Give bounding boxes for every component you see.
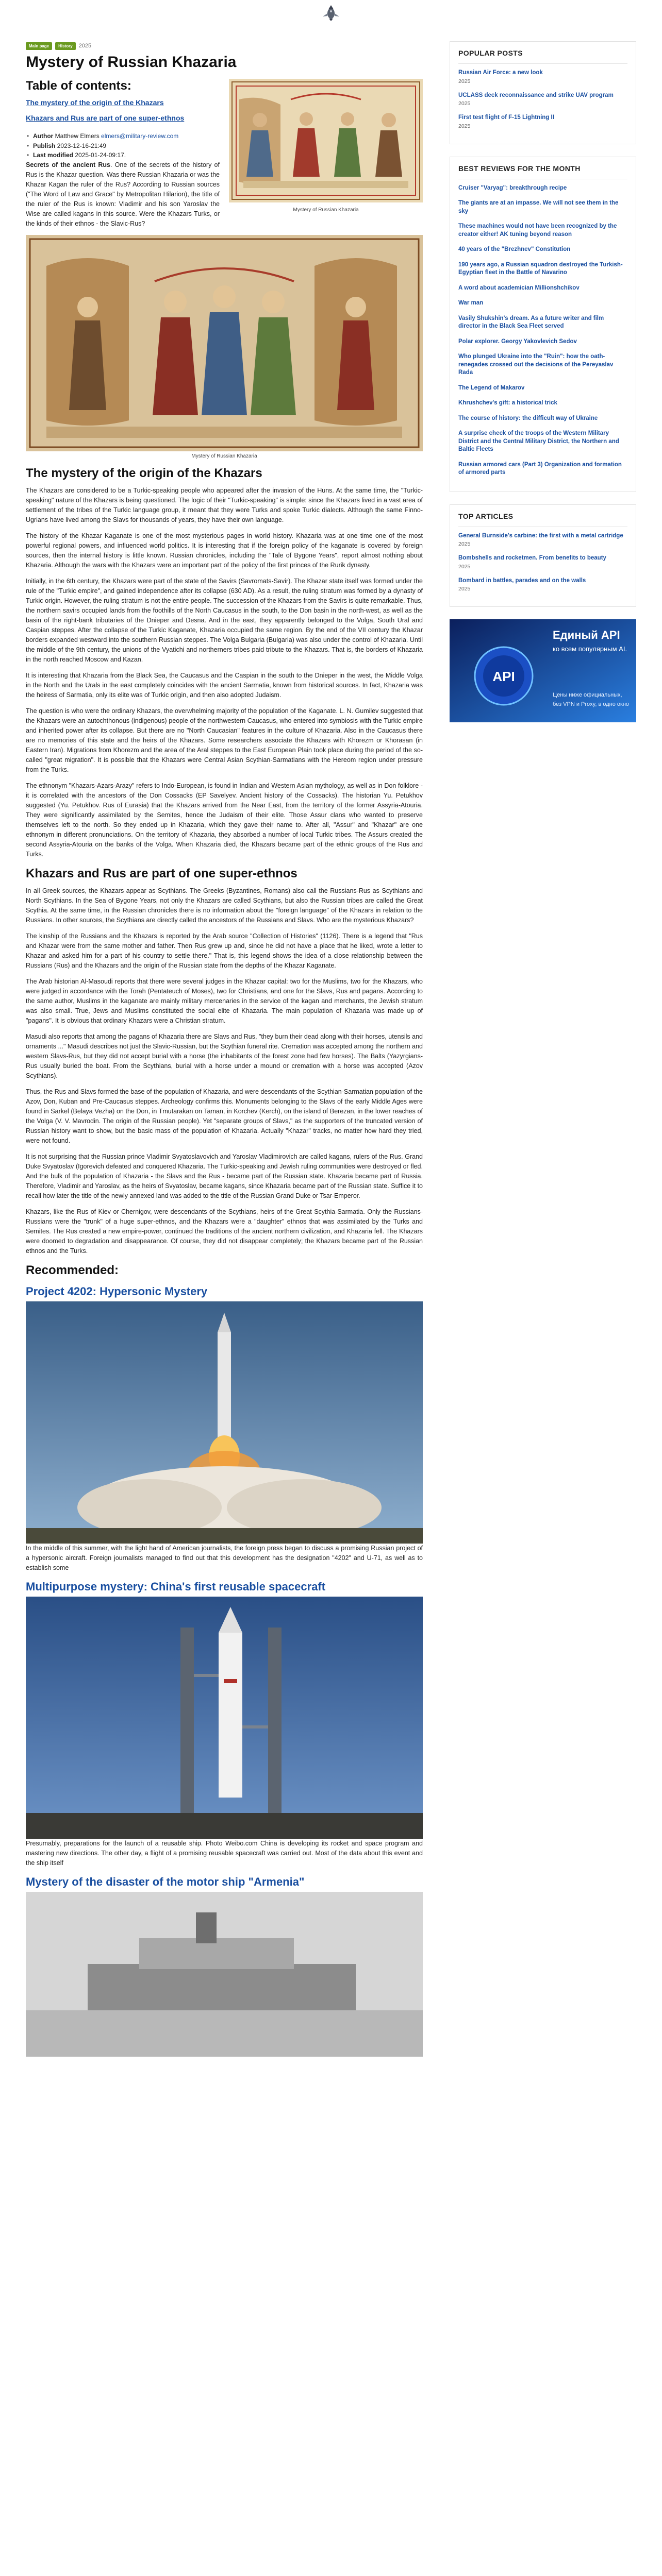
section1-paragraph: The Khazars are considered to be a Turkic-speaking people who appeared after the invasion of the Huns. At the same time, the "Turkic-speaking" nature of the Khazars is being questioned. The logic of their "Turkic-speaking" is simple: since the Khazars lived in a vast area of settlement of the tribes of the Turkic language group, it meant that they were Turks and spoke Turkic dialects. Although the same Finno-Ugrians have lived among the Slavs for thousands of years, they have their own language. — [26, 486, 423, 523]
meta-publish — [26, 141, 423, 151]
list-item — [458, 223, 627, 239]
section2-paragraph: Khazars, like the Rus of Kiev or Chernigov, were descendants of the Scythians, heirs of the Great Scythia-Sarmatia. Only the Russians-Russians were the "trunk" of a huge super-ethnos, and the Khazars were a "daughter" ethnos that was assimilated by the Turks and Semites. The Rus created a new empire-power, continued the traditions of the ancient northern civilization, and Khazaria fell. The Khazars were doomed to degradation and disappearance. Of course, they did not disappear completely; the Khazars became part of the Russian ethnos and the Turks. — [26, 1208, 423, 1255]
ad-badge: API — [492, 669, 515, 685]
best-review-link[interactable]: 190 years ago, a Russian squadron destroyed the Turkish-Egyptian fleet in the Battle of Navarino — [458, 261, 623, 276]
article-meta — [26, 131, 423, 160]
popular-posts-title: POPULAR POSTS — [458, 49, 523, 57]
section1-paragraph: The question is who were the ordinary Khazars, the overwhelming majority of the population of the Kaganate. L. N. Gumilev suggested that the Khazars were an autochthonous (indigenous) people of the northwestern Caucasus, who entered into symbiosis with the Turkic empire and inherited power after its collapse. But there are no "North Caucasian" features in the culture of Khazaria. Also in the Caucasus there are no memories of this state and the heirs of the Khazars. Some researchers associate the Khazars with Khorezm or Khorasan (in Eastern Iran). Migrations from Khorezm and the area of the Aral steppes to the East European Plain took place during the period of the so-called "great migration". It is possible that the Khazars were Central Asian Scythian-Sarmatians with the Hereom region under pressure from the Turks. — [26, 707, 423, 773]
recommended-title-spacecraft[interactable]: Multipurpose mystery: China's first reusable spacecraft — [26, 1580, 326, 1593]
post-year: 2025 — [458, 586, 471, 592]
popular-post-link[interactable]: UCLASS deck reconnaissance and strike UAV program — [458, 92, 614, 98]
top-articles-widget — [450, 504, 636, 607]
meta-modified — [26, 150, 423, 160]
post-year: 2025 — [458, 100, 471, 107]
section1-paragraph: It is interesting that Khazaria from the Black Sea, the Caucasus and the Caspian in the south to the Dnieper in the west, the Middle Volga in the North and the Urals in the east completely coincides with the ancient Sarmatia, known from historical sources. In fact, Khazaria was the heiress of Sarmatia, only its elite was of Turkic origin, and then also adopted Judaism. — [26, 671, 423, 699]
popular-posts-widget — [450, 41, 636, 144]
top-articles-title: TOP ARTICLES — [458, 512, 514, 520]
list-item — [458, 577, 627, 592]
ad-headline: Единый API — [553, 629, 620, 642]
sidebar — [450, 41, 636, 2576]
site-header — [0, 0, 662, 27]
best-review-link[interactable]: Cruiser "Varyag": breakthrough recipe — [458, 184, 567, 191]
ad-bullet: Цены ниже официальных, — [553, 692, 622, 699]
toc-link-origin[interactable]: The mystery of the origin of the Khazars — [26, 98, 164, 107]
best-review-link[interactable]: The course of history: the difficult way of Ukraine — [458, 415, 598, 421]
toc-heading: Table of contents: — [26, 79, 131, 93]
section2-paragraph: Masudi also reports that among the pagans of Khazaria there are Slavs and Rus, "they burn their dead along with their horses, utensils and ornaments ..." Masudi describes not just the Slavic-Russian, but the Scythian funeral rite. Cremation was accepted among the northern and western Slavs-Rus, but they did not accept burial with a horse (the inhabitants of the forest zone had few horses). The Balts (Yazyrgians-Rus usually buried the boat. From the Scythians, burial with a horse under a mound or cremation with a horse was accepted (Azov Scythians). — [26, 1032, 423, 1079]
popular-post-link[interactable]: First test flight of F-15 Lightning II — [458, 114, 554, 121]
section2-paragraph: Thus, the Rus and Slavs formed the base of the population of Khazaria, and were descendants of the Scythian-Sarmatian population of the Azov, Don, Kuban and Pre-Caucasus steppes. Archeology confirms this. Monuments belonging to the Slavs of the early Middle Ages were found in Sarkel (Belaya Vezha) on the Don, in Tmutarakan on Taman, in Korchev (Kerch), on the island of Berezan, in the lower reaches of the Volga (V. V. Mavrodin. The origin of the Russian people). Yet "separate groups of Slavs," as the supporters of the truncated version of Russian history want to show, but the basic mass of the population of Khazaria. Actually "Khazar" tracks, no matter how hard they tried, were not found. — [26, 1088, 423, 1144]
article-main — [26, 41, 423, 2576]
list-item — [458, 415, 627, 423]
best-review-link[interactable]: These machines would not have been recognized by the creator either! AK tuning beyond reason — [458, 223, 617, 238]
page-title: Mystery of Russian Khazaria — [26, 54, 237, 71]
recommended-title-hypersonic[interactable]: Project 4202: Hypersonic Mystery — [26, 1284, 208, 1298]
rocket-launch-image[interactable] — [26, 1301, 423, 1544]
section2-paragraph: The kinship of the Russians and the Khazars is reported by the Arab source "Collection of Histories" (1126). There is a legend that "Rus and Khazar were from the same mother and father. Then Rus grew up and, since he did not have a place that he liked, wrote a letter to Khazar and asked him for a part of his country to settle there." That is, this legend shows the idea of a close relationship between the Russians (Rus) and the Khazars and the origin of the Russian state from the depths of the Khazar Kaganate. — [26, 932, 423, 969]
list-item — [458, 399, 627, 408]
post-year: 2025 — [458, 123, 471, 129]
breadcrumb-year: 2025 — [78, 43, 92, 49]
best-review-link[interactable]: Russian armored cars (Part 3) Organization and formation of armored parts — [458, 461, 622, 476]
section2-paragraph: It is not surprising that the Russian prince Vladimir Svyatoslavovich and Yaroslav Vladimirovich are called kagans, rulers of the Rus. Grand Duke Svyatoslav (Igorevich defeated and conquered Khazaria. The Turkic-speaking and Jewish ruling communities were destroyed or fled. And the bulk of the population of Khazaria - the Slavs and the Rus - became part of the Russian state. Khazaria became part of Russia. Therefore, Vladimir and Yaroslav, as the heirs of Svyatoslav, became kagans, since Khazaria became part of the Russian state. Suffice it to recall how later the title of the newly annexed land was added to the title of the Russian Grand Duke or Tsar-Emperor. — [26, 1153, 423, 1199]
best-review-link[interactable]: The Legend of Makarov — [458, 384, 525, 391]
best-reviews-widget — [450, 157, 636, 492]
meta-publish-label: Publish — [33, 142, 56, 149]
post-year: 2025 — [458, 78, 471, 84]
list-item — [458, 554, 627, 570]
toc-link-super-ethnos[interactable]: Khazars and Rus are part of one super-ethnos — [26, 114, 185, 122]
meta-modified-date: 2025-01-24-09:17. — [75, 151, 126, 159]
chronicle-figure — [26, 235, 423, 459]
divider — [458, 63, 627, 64]
top-article-link[interactable]: Bombard in battles, parades and on the walls — [458, 577, 586, 584]
api-ad-banner[interactable] — [450, 619, 636, 725]
ad-banner-graphic — [450, 619, 636, 722]
breadcrumb — [26, 41, 423, 50]
best-review-link[interactable]: Who plunged Ukraine into the "Ruin": how the oath-renegades crossed out the decisions of the Pereyaslav Rada — [458, 353, 614, 376]
meta-author-name: Matthew Elmers — [55, 132, 100, 140]
list-item — [458, 461, 627, 477]
section1-paragraph: The ethnonym "Khazars-Azars-Arazy" refers to Indo-European, is found in Indian and Western Asian mythology, as well as in Don folklore - it is correlated with the ancestors of the Don Cossacks (EP Savelyev. Ancient history of the Cossacks). The historian Yu. Petukhov suggested (Yu. Petukhov. Rus of Eurasia) that the Khazars arrived from the Near East, from the territory of the former Assyria-Atouria. They were significantly assimilated by the Semites, hence the Judaism of their elite. Those Assur clans who wanted to preserve themselves left to the north. So they ended up in Khazaria, which they gave their name to. After all, "Assur" and "Khazar" are one ethnonym in different pronunciations. On the territory of Khazaria, they absorbed a number of local Turkic tribes. The Assurs created the second Assyria-Atouria on the banks of the Volga. When Khazaria died, the Khazars became part of the ethnic groups of the Rus and Turks. — [26, 782, 423, 858]
list-item — [458, 114, 627, 129]
recommended-heading: Recommended: — [26, 1263, 119, 1277]
best-review-link[interactable]: Polar explorer. Georgy Yakovlevich Sedov — [458, 338, 577, 345]
breadcrumb-history[interactable]: History — [55, 42, 76, 50]
best-review-link[interactable]: Khrushchev's gift: a historical trick — [458, 400, 557, 406]
popular-post-link[interactable]: Russian Air Force: a new look — [458, 70, 543, 76]
list-item — [458, 92, 627, 107]
section2-paragraph: In all Greek sources, the Khazars appear as Scythians. The Greeks (Byzantines, Romans) also call the Russians-Rus as Scythians and North Scythians. In the Sea of Bygone Years, not only the Khazars are called Scythians, but also the Russian tribes are called the Great Scythia. At the same time, in the Russian chronicles there is no information about the "foreign language" of the Khazars in relation to the Russians. In other sources, the Scythians are directly called the ancestors of the Russians and Slavs. Who are the mysterious Khazars? — [26, 887, 423, 924]
breadcrumb-main-page[interactable]: Main page — [26, 42, 52, 50]
best-review-link[interactable]: The giants are at an impasse. We will not see them in the sky — [458, 200, 619, 214]
figure-caption: Mystery of Russian Khazaria — [191, 453, 257, 459]
meta-author-label: Author — [33, 132, 54, 140]
list-item — [458, 261, 627, 277]
ad-subline: ко всем популярным AI. — [553, 645, 627, 653]
best-review-link[interactable]: A word about academician Millionshchikov — [458, 284, 580, 291]
post-year: 2025 — [458, 563, 471, 570]
top-article-link[interactable]: General Burnside's carbine: the first with a metal cartridge — [458, 532, 623, 539]
chronicle-illustration — [26, 235, 423, 451]
list-item — [458, 532, 627, 548]
list-item — [458, 199, 627, 215]
section2-paragraph: The Arab historian Al-Masoudi reports that there were several judges in the Khazar capital: two for the Muslims, two for the Khazars, who were judged in accordance with the Torah (Pentateuch of Moses), two for Christians, and one for the Slavs, Rus and pagans. According to the same author, Muslims in the kaganate are mainly military mercenaries in the service of the kagan and merchants, the Jewish stratum was also small. True, Jews and Muslims constituted the social elite of Khazaria. The main population of Khazaria was made up of "pagans". It is obvious that ordinary Khazars were a Christian stratum. — [26, 977, 423, 1024]
section1-paragraph: The history of the Khazar Kaganate is one of the most mysterious pages in world history. Khazaria was at one time one of the most powerful regional powers, and influenced world politics. It is interesting that if the foreign policy of the kaganate is covered by foreign sources, then the internal history is little known. Russian chronicles, including the "Tale of Bygone Years", report almost nothing about Khazaria. Although the wars with the Khazars were an important part of the policy of the first princes of the Rurik dynasty. — [26, 532, 423, 569]
ad-bullet: без VPN и Proxy, в одно окно — [553, 701, 630, 708]
intro-lead: Secrets of the ancient Rus — [26, 161, 110, 168]
meta-publish-date: 2023-12-16-21:49 — [57, 142, 107, 149]
site-logo-icon — [322, 3, 340, 22]
meta-author — [26, 131, 423, 141]
recommended-excerpt: In the middle of this summer, with the light hand of American journalists, the foreign press began to discuss a promising Russian project of a hypersonic aircraft. Foreign journalists managed to find out that this development has the designation "4202" and U-71, as well as to establish some — [26, 1544, 423, 1571]
top-article-link[interactable]: Bombshells and rocketmen. From benefits to beauty — [458, 555, 606, 562]
meta-modified-label: Last modified — [33, 151, 74, 159]
list-item — [458, 284, 627, 293]
list-item — [458, 338, 627, 346]
intro-text: . One of the secrets of the history of Rus is the Khazar question. Was there Russian Khazaria or was the Khazar Kagan the ruler of the Rus? According to Russian sources ("The Word of Law and Grace" by Metropolitan Hilarion), the title of the ruler of the Rus is known: Vladimir and his son Yaroslav the Wise are called kagans in this source. Were the Khazars Turks, or the kinds of their ethnos - the Slavic-Rus? — [26, 161, 220, 227]
list-item — [458, 184, 627, 193]
list-item — [458, 69, 627, 84]
motor-ship-image[interactable] — [26, 1892, 423, 2057]
best-review-link[interactable]: Vasily Shukshin's dream. As a future writer and film director in the Black Sea Fleet served — [458, 315, 604, 330]
list-item — [458, 246, 627, 254]
launch-tower-image[interactable] — [26, 1597, 423, 1839]
list-item — [458, 299, 627, 308]
figure-caption: Mystery of Russian Khazaria — [293, 207, 359, 213]
section-heading-origin: The mystery of the origin of the Khazars — [26, 466, 262, 480]
meta-author-email[interactable]: elmers@military-review.com — [101, 132, 179, 140]
best-review-link[interactable]: War man — [458, 300, 484, 307]
best-review-link[interactable]: 40 years of the "Brezhnev" Constitution — [458, 246, 571, 253]
list-item — [458, 384, 627, 393]
post-year: 2025 — [458, 541, 471, 548]
best-review-link[interactable]: A surprise check of the troops of the Western Military District and the Central Military District, the Northern and Baltic Fleets — [458, 430, 619, 453]
site-logo[interactable] — [322, 3, 340, 24]
list-item — [458, 315, 627, 331]
list-item — [458, 353, 627, 377]
best-reviews-title: BEST REVIEWS FOR THE MONTH — [458, 164, 581, 173]
recommended-excerpt: Presumably, preparations for the launch of a reusable ship. Photo Weibo.com China is developing its rocket and space program and mastering new directions. The other day, a flight of a promising reusable spacecraft was carried out. Most of the data about this event and the ship itself — [26, 1839, 423, 1867]
section-heading-super-ethnos: Khazars and Rus are part of one super-ethnos — [26, 866, 297, 880]
section1-paragraph: Initially, in the 6th century, the Khazars were part of the state of the Savirs (Savromats-Savir). The Khazar state itself was formed under the rule of the "Turkic empire", and gained independence after its collapse (630 AD). As a result, the ruling stratum was formed by a dynasty of Turkic origin. However, the ruling stratum is not the entire people. The succession of the Khazars from the Savirs is quite remarkable. Thus, the northern savirs occupied lands from the foothills of the North Caucasus in the south, to the Don basin in the north-west, as well as the basin of the right-bank tributaries of the Dnieper and Desna. And in the east, they apparently belonged to the Volga, South Ural and Caspian steppes. After the collapse of the Turkic Kaganate, Khazaria occupied the same region. By the end of the VII century the Khazar borders expanded westward into the southern Russian steppes. The Volga Bulgaria (Bulgaria) was also under the control of Khazaria. Until the middle of the 9th century, the unions of the Vyatichi and northerners tribes paid tribute to the Khazars. That is, the borders of Khazaria in the north reached Moscow and Kazan. — [26, 577, 423, 663]
list-item — [458, 430, 627, 454]
recommended-title-armenia[interactable]: Mystery of the disaster of the motor ship "Armenia" — [26, 1875, 305, 1888]
